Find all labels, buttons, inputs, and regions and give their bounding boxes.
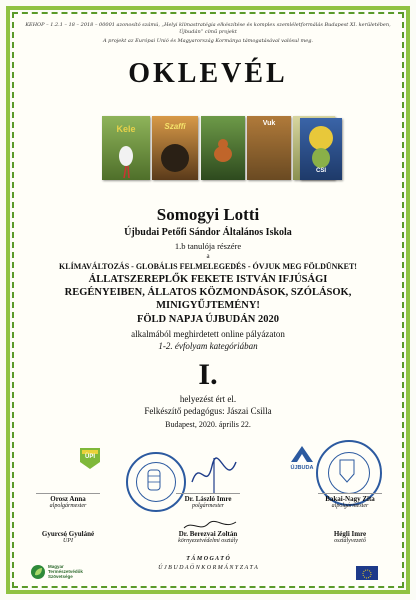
upi-logo [78, 444, 102, 470]
signer-name: Dr. László Imre [184, 495, 232, 503]
signature-gyurcso [28, 530, 108, 544]
ujbuda-logo-icon [287, 440, 317, 466]
book-title: CSI [315, 168, 326, 174]
contest-line-2: REGÉNYEIBEN, ÁLLATOS KÖZMONDÁSOK, SZÓLÁSOK, [64, 287, 352, 298]
signature-line [176, 493, 240, 494]
recipient-name: Somogyi Lotti [156, 205, 260, 224]
book-cover-szaffi [152, 116, 198, 180]
contest-line-1: ÁLLATSZEREPLŐK FEKETE ISTVÁN IFJÚSÁGI [88, 274, 328, 285]
stork-illustration [102, 116, 150, 180]
book-cover-kele [102, 116, 150, 180]
signature-laszlo [168, 493, 248, 509]
signer-role: ÜPI [63, 538, 73, 544]
article-a: a [206, 252, 210, 260]
signer-name: Bakai-Nagy Zita [325, 495, 375, 503]
ujbuda-logo [287, 440, 317, 474]
signature-line [318, 493, 382, 494]
book-cover-csi [300, 118, 342, 180]
book-cover-3 [201, 116, 245, 180]
signature-line [36, 493, 100, 494]
signature-hegli [310, 530, 390, 544]
mtsz-text [48, 564, 83, 579]
contest-line-3: MINIGYŰJTEMÉNY! [156, 300, 260, 311]
signer-name: Hégli Imre [333, 530, 367, 538]
mtsz-text-line: Szövetsége [48, 574, 73, 579]
teacher-name: Jászai Csilla [226, 406, 272, 416]
signer-role: osztályvezető [334, 538, 366, 544]
signature-scribble-mayor [186, 452, 242, 496]
ujbuda-logo-text: ÚJBUDA [290, 465, 314, 471]
book-title: Vuk [262, 120, 276, 127]
mtsz-leaf-icon [30, 564, 46, 580]
occasion-line: alkalmából meghirdetett online pályázaton [131, 329, 285, 339]
result-line: helyezést ért el. [179, 394, 237, 404]
category-line: 1-2. évfolyam kategóriában [158, 341, 258, 351]
book-title: Kele [116, 124, 136, 134]
school-name: Újbudai Petőfi Sándor Általános Iskola [124, 227, 292, 238]
slogan: KLÍMAVÁLTOZÁS - GLOBÁLIS FELMELEGEDÉS - ÓVJUK MEG FÖLDÜNKET! [59, 262, 357, 271]
signer-role: polgármester [192, 503, 224, 509]
signer-role: környezetvédelmi osztály [178, 538, 238, 544]
certificate-title: OKLEVÉL [128, 58, 288, 89]
signer-name: Gyurcsó Gyuláné [41, 530, 95, 538]
mtsz-text-line: Magyar [48, 564, 64, 569]
event-name: FÖLD NAPJA ÚJBUDÁN 2020 [136, 314, 280, 325]
signature-bakai-nagy [308, 493, 392, 509]
book-title: Szaffi [164, 122, 186, 131]
place-number: I. [198, 358, 218, 391]
header-line-3: A projekt az Európai Unió és Magyarország Kormánya támogatásával valósul meg. [102, 38, 314, 44]
signature-orosz [28, 493, 108, 509]
teacher-label: Felkészítő pedagógus: [144, 406, 225, 416]
fox-illustration [201, 116, 245, 180]
signer-role: alpolgármester [49, 503, 87, 509]
mtsz-logo [30, 562, 100, 582]
sponsor-org: Ú J B U D A Ö N K O R M Á N Y Z A T A [158, 565, 258, 571]
book-cover-vuk [247, 116, 291, 180]
header-line-1: KEHOP – 1.2.1 – 18 – 2018 – 00001 azonosító számú, „Helyi klímastratégia elkészítése és komplex szemléletformálás Budapest XI. kerületében, [25, 22, 391, 28]
eu-stars-icon [356, 567, 378, 581]
sponsor-label: T Á M O G A T Ó [186, 556, 230, 562]
date-line: Budapest, 2020. április 22. [165, 420, 251, 429]
signer-name: Dr. Berezvai Zoltán [178, 530, 238, 538]
signer-name: Orosz Anna [50, 495, 86, 503]
eu-flag [356, 566, 378, 580]
mtsz-text-line: Természetvédők [48, 569, 83, 574]
upi-logo-text: ÜPI [84, 454, 95, 460]
teacher-line [0, 406, 416, 416]
signature-berezvai [160, 530, 256, 544]
class-line: 1.b tanulója részére [174, 241, 242, 251]
header-line-2: Újbudán” című projekt [179, 29, 237, 35]
animal-illustration [152, 116, 198, 180]
signer-role: alpolgármester [331, 503, 369, 509]
